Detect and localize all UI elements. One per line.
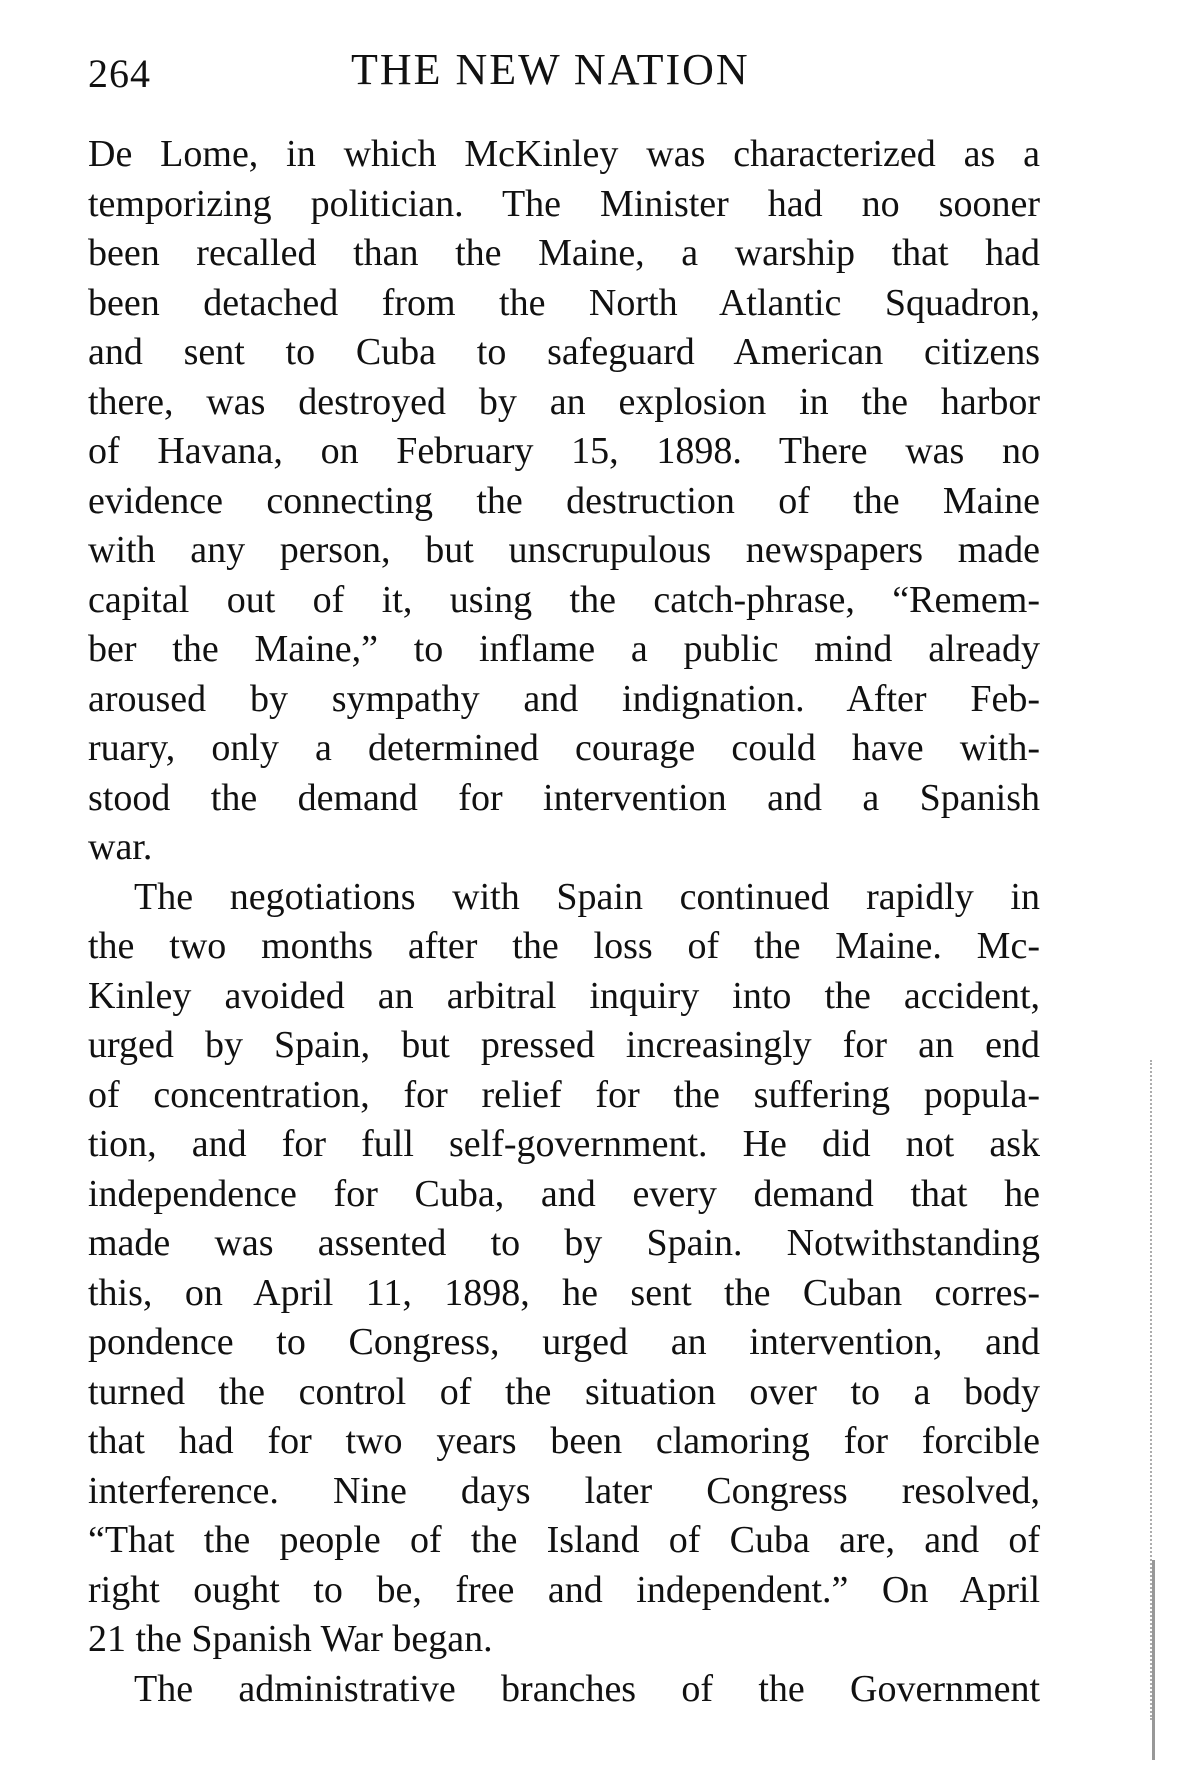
text-line: ruary, only a determined courage could have with- bbox=[88, 727, 1040, 769]
text-line: “That the people of the Island of Cuba are, and of bbox=[88, 1519, 1040, 1561]
text-line: of Havana, on February 15, 1898. There was no bbox=[88, 430, 1040, 472]
text-line: The negotiations with Spain continued rapidly in bbox=[134, 875, 1040, 918]
text-line: De Lome, in which McKinley was characterized as a bbox=[88, 133, 1040, 175]
text-line: made was assented to by Spain. Notwithstanding bbox=[88, 1222, 1040, 1264]
scan-margin-bar bbox=[1152, 1560, 1155, 1760]
text-line: aroused by sympathy and indignation. After Feb- bbox=[88, 677, 1040, 720]
text-line: stood the demand for intervention and a Spanish bbox=[88, 776, 1040, 819]
text-line: The administrative branches of the Government bbox=[134, 1667, 1040, 1710]
paragraph bbox=[88, 873, 1040, 1665]
text-line: and sent to Cuba to safeguard American citizens bbox=[88, 331, 1040, 373]
text-line: Kinley avoided an arbitral inquiry into the accident, bbox=[88, 974, 1040, 1017]
text-line: the two months after the loss of the Maine. Mc- bbox=[88, 925, 1040, 967]
page-number: 264 bbox=[88, 51, 151, 96]
paragraph bbox=[88, 130, 1040, 873]
text-line: temporizing politician. The Minister had no sooner bbox=[88, 182, 1040, 225]
text-line: of concentration, for relief for the suffering popula- bbox=[88, 1073, 1040, 1116]
text-line: tion, and for full self-government. He did not ask bbox=[88, 1123, 1040, 1165]
text-line: pondence to Congress, urged an intervention, and bbox=[88, 1321, 1040, 1363]
text-line: that had for two years been clamoring for forcible bbox=[88, 1420, 1040, 1462]
text-line: with any person, but unscrupulous newspapers made bbox=[88, 529, 1040, 571]
body-text bbox=[88, 130, 1040, 1714]
text-line: evidence connecting the destruction of the Maine bbox=[88, 479, 1040, 522]
book-title: THE NEW NATION bbox=[351, 45, 750, 94]
text-line: this, on April 11, 1898, he sent the Cuban corres- bbox=[88, 1271, 1040, 1314]
text-line: ber the Maine,” to inflame a public mind already bbox=[88, 628, 1040, 670]
running-head bbox=[88, 44, 1040, 104]
text-line: right ought to be, free and independent.” On April bbox=[88, 1568, 1040, 1611]
paragraph bbox=[88, 1665, 1040, 1715]
text-line: war. bbox=[88, 826, 153, 868]
text-line: been recalled than the Maine, a warship that had bbox=[88, 232, 1040, 274]
text-line: interference. Nine days later Congress resolved, bbox=[88, 1469, 1040, 1512]
text-line: there, was destroyed by an explosion in the harbor bbox=[88, 380, 1040, 423]
text-line: turned the control of the situation over to a body bbox=[88, 1370, 1040, 1413]
text-line: 21 the Spanish War began. bbox=[88, 1618, 493, 1660]
text-line: been detached from the North Atlantic Squadron, bbox=[88, 281, 1040, 324]
text-line: urged by Spain, but pressed increasingly for an end bbox=[88, 1024, 1040, 1066]
text-line: independence for Cuba, and every demand that he bbox=[88, 1172, 1040, 1215]
text-line: capital out of it, using the catch-phrase, “Remem- bbox=[88, 578, 1040, 621]
